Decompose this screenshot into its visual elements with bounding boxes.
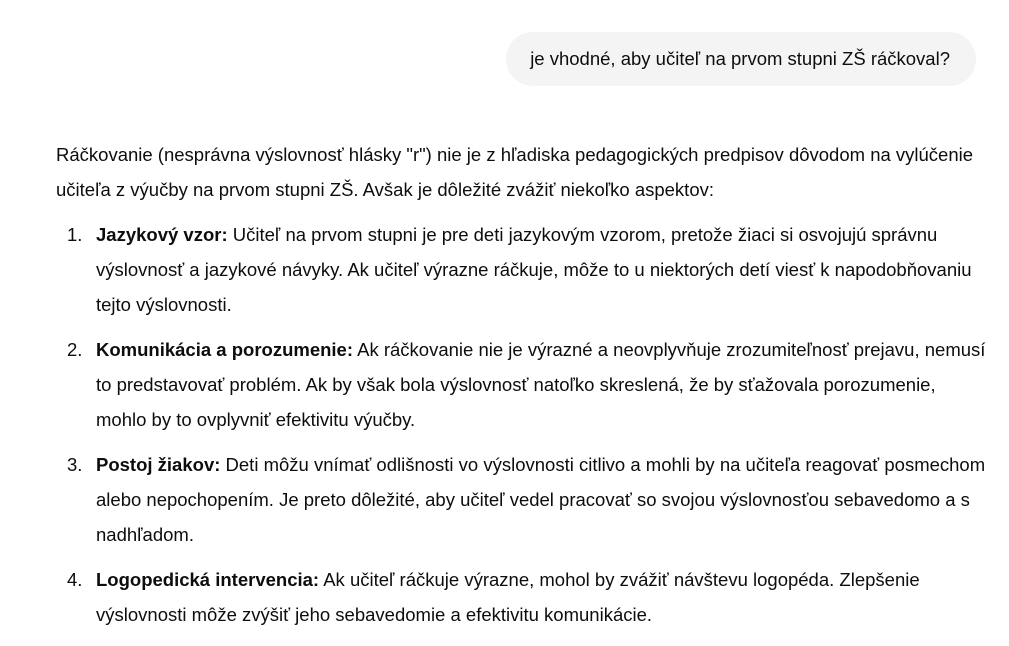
list-item-text: Ak ráčkovanie nie je výrazné a neovplyvňuje zrozumiteľnosť prejavu, nemusí to predstavovať problém. Ak by však bola výslovnosť natoľko skreslená, že by sťažovala porozumenie, mohlo by to ovplyvniť efektivitu výučby. xyxy=(96,339,986,430)
list-item xyxy=(56,562,986,632)
list-item xyxy=(56,217,986,322)
list-item-text: Deti môžu vnímať odlišnosti vo výslovnosti citlivo a mohli by na učiteľa reagovať posmechom alebo nepochopením. Je preto dôležité, aby učiteľ vedel pracovať so svojou výslovnosťou sebavedomo a s nadhľadom. xyxy=(96,454,986,545)
list-item-number: 2. xyxy=(67,339,83,360)
list-item-text: Učiteľ na prvom stupni je pre deti jazykovým vzorom, pretože žiaci si osvojujú správnu výslovnosť a jazykové návyky. Ak učiteľ výrazne ráčkuje, môže to u niektorých detí viesť k napodobňovaniu tejto výslovnosti. xyxy=(96,224,972,315)
list-item-title: Postoj žiakov: xyxy=(96,454,221,475)
list-item-number: 1. xyxy=(67,224,83,245)
list-item-title: Jazykový vzor: xyxy=(96,224,228,245)
user-message-bubble xyxy=(506,32,976,86)
list-item-title: Logopedická intervencia: xyxy=(96,569,320,590)
list-item xyxy=(56,447,986,552)
list-item-title: Komunikácia a porozumenie: xyxy=(96,339,353,360)
user-message-text: je vhodné, aby učiteľ na prvom stupni ZŠ ráčkoval? xyxy=(530,48,950,69)
list-item-number: 3. xyxy=(67,454,83,475)
list-item-number: 4. xyxy=(67,569,83,590)
list-item-text: Ak učiteľ ráčkuje výrazne, mohol by zvážiť návštevu logopéda. Zlepšenie výslovnosti môže zvýšiť jeho sebavedomie a efektivitu komunikácie. xyxy=(96,569,920,625)
assistant-message xyxy=(56,137,986,642)
assistant-intro: Ráčkovanie (nesprávna výslovnosť hlásky "r") nie je z hľadiska pedagogických predpisov dôvodom na vylúčenie učiteľa z výučby na prvom stupni ZŠ. Avšak je dôležité zvážiť niekoľko aspektov: xyxy=(56,144,974,200)
list-item xyxy=(56,332,986,437)
assistant-list xyxy=(56,217,986,632)
